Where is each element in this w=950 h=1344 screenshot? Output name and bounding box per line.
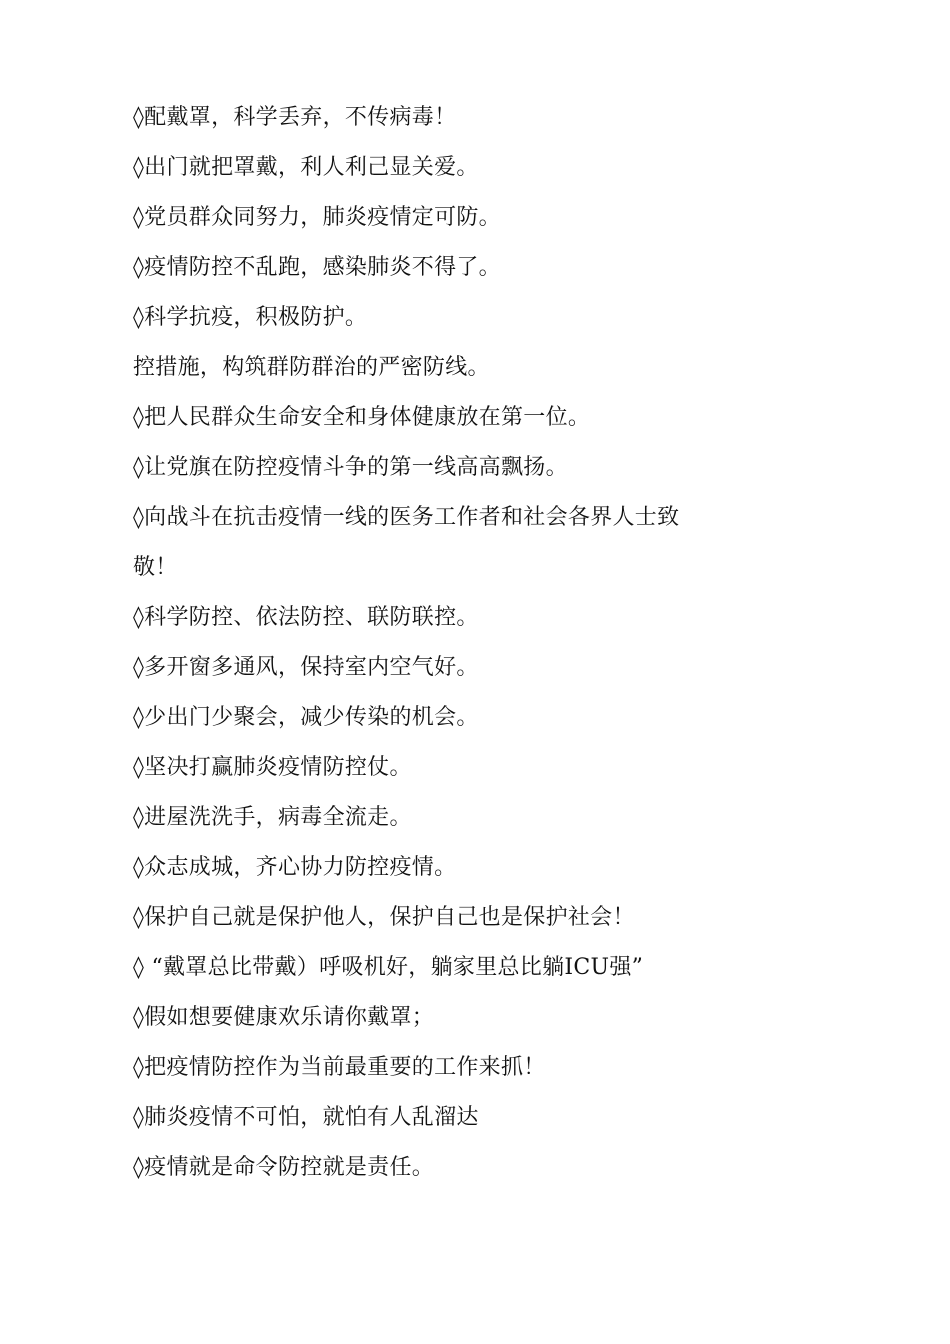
slogan-line: ◊让党旗在防控疫情斗争的第一线高高飘扬。 xyxy=(133,455,568,480)
slogan-line: ◊党员群众同努力，肺炎疫情定可防。 xyxy=(133,205,501,230)
slogan-line: ◊配戴罩，科学丢弃，不传病毒！ xyxy=(133,105,457,130)
slogan-line: ◊肺炎疫情不可怕，就怕有人乱溜达 xyxy=(133,1105,479,1130)
slogan-line: ◊进屋洗洗手，病毒全流走。 xyxy=(133,805,412,830)
slogan-line: ◊少出门少聚会，减少传染的机会。 xyxy=(133,705,479,730)
slogan-line: 控措施，构筑群防群治的严密防线。 xyxy=(133,355,490,380)
slogan-line: ◊众志成城，齐心协力防控疫情。 xyxy=(133,855,457,880)
slogan-line: ◊出门就把罩戴，利人利己显关爱。 xyxy=(133,155,479,180)
slogan-line: ◊多开窗多通风，保持室内空气好。 xyxy=(133,655,479,680)
slogan-line: ◊假如想要健康欢乐请你戴罩； xyxy=(133,1005,435,1030)
slogan-line: ◊把疫情防控作为当前最重要的工作来抓！ xyxy=(133,1055,546,1080)
slogan-line: ◊坚决打赢肺炎疫情防控仗。 xyxy=(133,755,412,780)
slogan-line: ◊科学抗疫，积极防护。 xyxy=(133,305,368,330)
slogan-line-continuation: 敬！ xyxy=(133,555,178,580)
slogan-line: ◊ “戴罩总比带戴）呼吸机好，躺家里总比躺ICU强” xyxy=(133,955,644,980)
slogan-line: ◊向战斗在抗击疫情一线的医务工作者和社会各界人士致 xyxy=(133,505,680,530)
slogan-line: ◊保护自己就是保护他人，保护自己也是保护社会！ xyxy=(133,905,635,930)
slogan-line: ◊疫情防控不乱跑，感染肺炎不得了。 xyxy=(133,255,501,280)
slogan-line: ◊科学防控、依法防控、联防联控。 xyxy=(133,605,479,630)
document-body xyxy=(133,95,833,1195)
slogan-line: ◊把人民群众生命安全和身体健康放在第一位。 xyxy=(133,405,591,430)
slogan-line: ◊疫情就是命令防控就是责任。 xyxy=(133,1155,435,1180)
